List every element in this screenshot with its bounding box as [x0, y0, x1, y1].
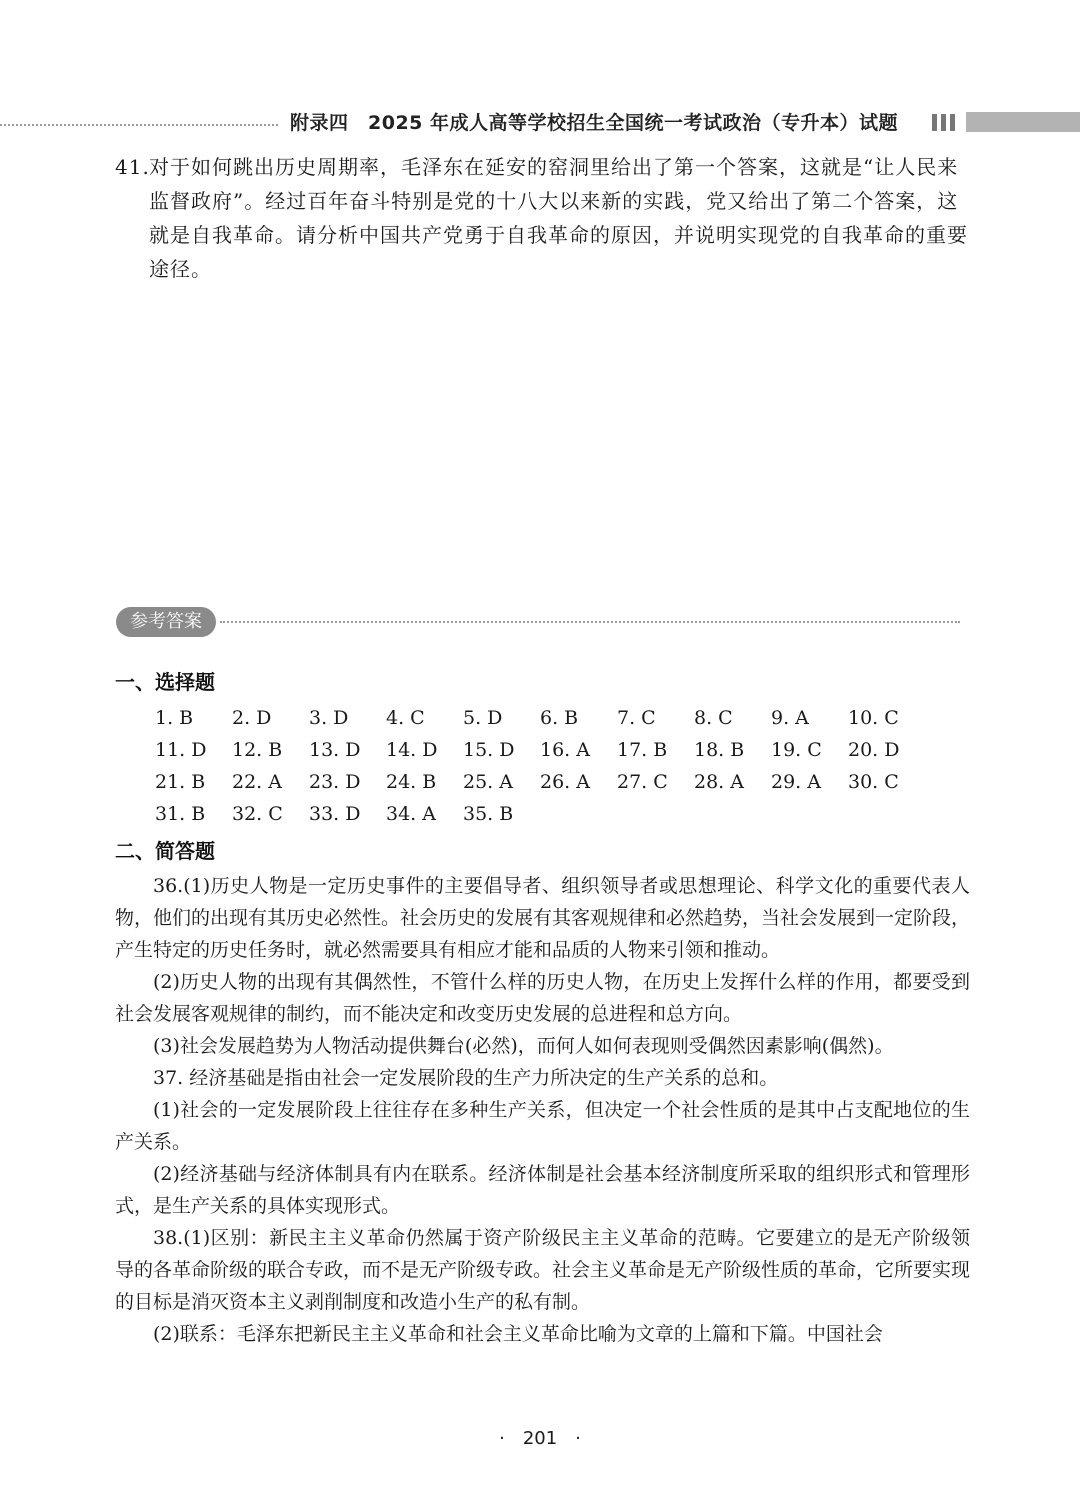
choice-answer: 25. A [463, 771, 513, 793]
choice-answer: 19. C [771, 739, 822, 761]
choice-answer: 28. A [694, 771, 744, 793]
answers-label-badge: 参考答案 [116, 607, 216, 637]
choice-answer: 15. D [463, 739, 515, 761]
choice-answer: 11. D [155, 739, 207, 761]
choice-answer: 5. D [463, 707, 503, 729]
answer-paragraph: (1)社会的一定发展阶段上往往存在多种生产关系，但决定一个社会性质的是其中占支配地位的生产关系。 [115, 1099, 970, 1153]
choice-answer: 24. B [386, 771, 437, 793]
header-dotted-line [0, 124, 278, 126]
answer-paragraph: (3)社会发展趋势为人物活动提供舞台(必然)，而何人如何表现则受偶然因素影响(偶然)。 [153, 1035, 894, 1057]
choice-answer: 2. D [232, 707, 272, 729]
choice-answer: 27. C [617, 771, 668, 793]
question-41 [115, 150, 970, 286]
choice-answer: 18. B [694, 739, 745, 761]
page-number: · 201 · [499, 1428, 581, 1449]
choice-answer: 9. A [771, 707, 809, 729]
choice-answer: 3. D [309, 707, 349, 729]
section-title-choice: 一、选择题 [115, 670, 215, 694]
choice-answer: 8. C [694, 707, 733, 729]
answer-paragraph: 37. 经济基础是指由社会一定发展阶段的生产力所决定的生产关系的总和。 [153, 1067, 779, 1089]
choice-answer: 12. B [232, 739, 283, 761]
question-text: 对于如何跳出历史周期率，毛泽东在延安的窑洞里给出了第一个答案，这就是“让人民来监督政府”。经过百年奋斗特别是党的十八大以来新的实践，党又给出了第二个答案，这就是自我革命。请分析中国共产党勇于自我革命的原因，并说明实现党的自我革命的重要途径。 [149, 155, 968, 281]
choice-answer: 29. A [771, 771, 821, 793]
answer-paragraph: (2)经济基础与经济体制具有内在联系。经济体制是社会基本经济制度所采取的组织形式和管理形式，是生产关系的具体实现形式。 [115, 1163, 970, 1217]
answer-paragraph: (2)历史人物的出现有其偶然性，不管什么样的历史人物，在历史上发挥什么样的作用，都要受到社会发展客观规律的制约，而不能决定和改变历史发展的总进程和总方向。 [115, 971, 970, 1025]
choice-answer: 30. C [848, 771, 899, 793]
choice-answer: 34. A [386, 803, 436, 825]
choice-answer: 20. D [848, 739, 900, 761]
choice-answer: 6. B [540, 707, 579, 729]
section-title-short-answer: 二、简答题 [115, 839, 215, 863]
choice-answer: 14. D [386, 739, 438, 761]
choice-answer: 13. D [309, 739, 361, 761]
choice-answer: 16. A [540, 739, 590, 761]
answers-dotted-line [220, 621, 960, 623]
choice-answer: 23. D [309, 771, 361, 793]
running-header-title: 附录四 2025 年成人高等学校招生全国统一考试政治（专升本）试题 [290, 112, 898, 134]
question-number: 41. [115, 155, 150, 179]
choice-answer: 21. B [155, 771, 206, 793]
choice-answer: 32. C [232, 803, 283, 825]
choice-answer: 31. B [155, 803, 206, 825]
answer-paragraph: (2)联系：毛泽东把新民主主义革命和社会主义革命比喻为文章的上篇和下篇。中国社会 [153, 1323, 883, 1345]
choice-answer: 26. A [540, 771, 590, 793]
choice-answer-grid [155, 702, 925, 830]
choice-answer: 1. B [155, 707, 194, 729]
choice-answer: 10. C [848, 707, 899, 729]
answer-paragraph: 36.(1)历史人物是一定历史事件的主要倡导者、组织领导者或思想理论、科学文化的重要代表人物，他们的出现有其历史必然性。社会历史的发展有其客观规律和必然趋势，当社会发展到一定阶段，产生特定的历史任务时，就必然需要具有相应才能和品质的人物来引领和推动。 [115, 875, 971, 961]
header-gray-bar [966, 112, 1080, 132]
choice-answer: 17. B [617, 739, 668, 761]
answer-paragraph: 38.(1)区别：新民主主义革命仍然属于资产阶级民主主义革命的范畴。它要建立的是无产阶级领导的各革命阶级的联合专政，而不是无产阶级专政。社会主义革命是无产阶级性质的革命，它所要实现的目标是消灭资本主义剥削制度和改造小生产的私有制。 [115, 1227, 971, 1313]
choice-answer: 4. C [386, 707, 425, 729]
short-answer-block [115, 870, 970, 1350]
choice-answer: 35. B [463, 803, 514, 825]
choice-answer: 7. C [617, 707, 656, 729]
header-decoration-marks [932, 114, 955, 131]
choice-answer: 33. D [309, 803, 361, 825]
choice-answer: 22. A [232, 771, 282, 793]
